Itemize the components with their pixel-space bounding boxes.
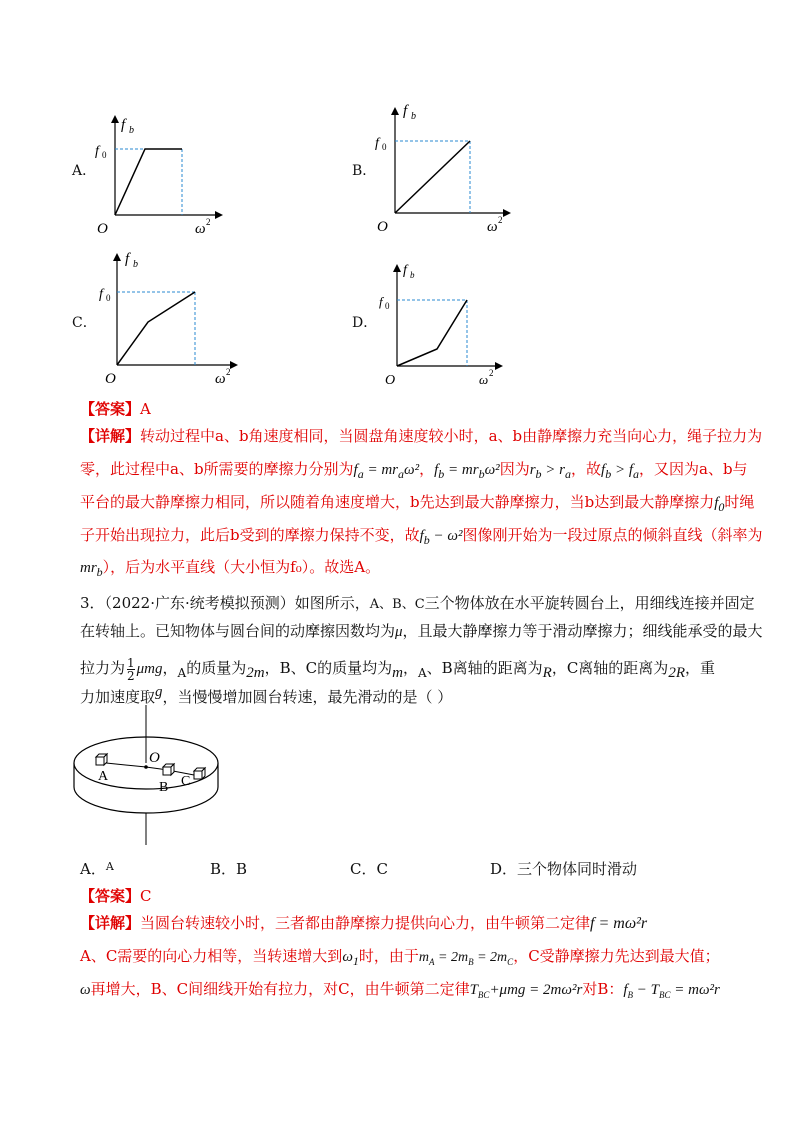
svg-text:0: 0 [106,293,111,303]
q3-stem-line-2: 在转轴上。已知物体与圆台间的动摩擦因数均为μ，且最大静摩擦力等于滑动摩擦力；细线能承受的最大 [80,622,763,640]
omega-axis-label: ω [215,371,226,387]
omega-axis-label: ω [487,219,498,235]
option-d-graph [375,258,510,388]
f0-label: f [99,287,103,302]
option-c-graph [95,245,245,390]
q2-detail-line-1: 【详解】转动过程中a、b角速度相同，当圆盘角速度较小时，a、b由静摩擦力充当向心力，绳子拉力为 [80,427,763,445]
block-c [194,768,205,779]
origin-label: O [105,371,116,387]
turntable-figure [66,705,266,847]
f-axis-label: f [121,117,126,133]
answer-value: A [140,400,151,418]
block-a [96,754,107,765]
q3-detail-line-3: ω再增大，B、C间细线开始有拉力，对C，由牛顿第二定律$T_{BC}+\mu mg = 2m\omega^2r$对B：$f_B - T_{BC} = m\omega^2r$ [80,980,720,1000]
origin-label: O [97,221,108,235]
option-c-letter: C． [72,315,97,331]
q2-detail-line-2: 零，此过程中a、b所需要的摩擦力分别为$f_a = mr_a\omega^2$，$f_b = mr_b\omega^2$因为$r_b > r_a$，故$f_b > f_a$，又因为a、b与 [80,460,748,481]
q2-detail-line-5: $mr_b$），后为水平直线（大小恒为f₀）。故选A。 [80,558,381,579]
label-a: A [98,769,109,784]
q3-detail-line-2: A、C需要的向心力相等，当转速增大到$\omega_1$时，由于$m_A = 2m_B = 2m_C$，C受静摩擦力先达到最大值； [80,947,720,968]
label-b: B [159,780,169,795]
q2-answer-line [80,398,151,420]
svg-text:0: 0 [382,142,387,152]
svg-text:b: b [129,125,134,136]
option-a-graph [95,105,225,235]
q3-stem-line-4: 力加速度取g，当慢慢增加圆台转速，最先滑动的是（ ） [80,684,453,706]
q3-stem-line-1: 3．（2022·广东·统考模拟预测）如图所示，A、B、C三个物体放在水平旋转圆台上，用细线连接并固定 [80,594,755,612]
svg-text:2: 2 [226,367,231,377]
detail-tag: 【详解】 [80,427,141,445]
f-axis-label: f [125,251,130,267]
omega-axis-label: ω [195,221,206,235]
origin-label: O [385,373,396,388]
option-d-letter: D． [352,315,378,331]
q3-answer-line [80,885,152,907]
svg-text:2: 2 [206,217,211,227]
answer-tag: 【答案】 [80,887,141,905]
svg-text:b: b [411,111,416,122]
f0-label: f [375,136,379,151]
option-b-graph [375,95,515,235]
svg-text:b: b [410,270,415,280]
f-axis-label: f [403,263,407,278]
f0-label: f [379,294,383,309]
option-b-letter: B． [352,163,377,179]
svg-text:2: 2 [498,215,503,225]
label-c: C [181,774,191,789]
answer-tag: 【答案】 [80,400,141,418]
choice-d[interactable]: D．三个物体同时滑动 [490,860,638,878]
axis-origin-label: O [149,750,160,766]
option-a-letter: A． [72,163,97,179]
origin-label: O [377,219,388,235]
choice-a[interactable]: A．$^A$ [80,860,114,878]
svg-text:b: b [133,259,138,270]
f0-label: f [95,144,99,159]
q2-detail-line-4: 子开始出现拉力，此后b受到的摩擦力保持不变，故$f_b - \omega^2$图像刚开始为一段过原点的倾斜直线（斜率为 [80,526,763,547]
q2-detail-line-3: 平台的最大静摩擦力相同，所以随着角速度增大，b先达到最大静摩擦力，当b达到最大静摩擦力$f_0$时绳 [80,493,755,514]
omega-axis-label: ω [479,372,489,387]
svg-text:0: 0 [102,150,107,160]
detail-tag: 【详解】 [80,914,141,932]
choice-b[interactable]: B．B [210,860,248,878]
q3-stem-line-3: 拉力为 $\frac{1}{2}$ μmg，$_A$的质量为$_{2m}$，B、C的质量均为$_m$，$_A$、B离轴的距离为$_R$，C离轴的距离为$_{2R}$，重 [80,655,715,683]
choice-c[interactable]: C．C [350,860,388,878]
q3-detail-line-1: 【详解】当圆台转速较小时，三者都由静摩擦力提供向心力，由牛顿第二定律f = mω²r [80,914,648,932]
svg-text:2: 2 [489,368,494,378]
question-number: 3． [80,594,105,612]
f-axis-label: f [403,103,408,119]
question-source: （2022·广东·统考模拟预测） [104,594,295,612]
answer-value: C [140,887,152,905]
block-b [163,764,174,775]
svg-text:0: 0 [385,301,390,311]
